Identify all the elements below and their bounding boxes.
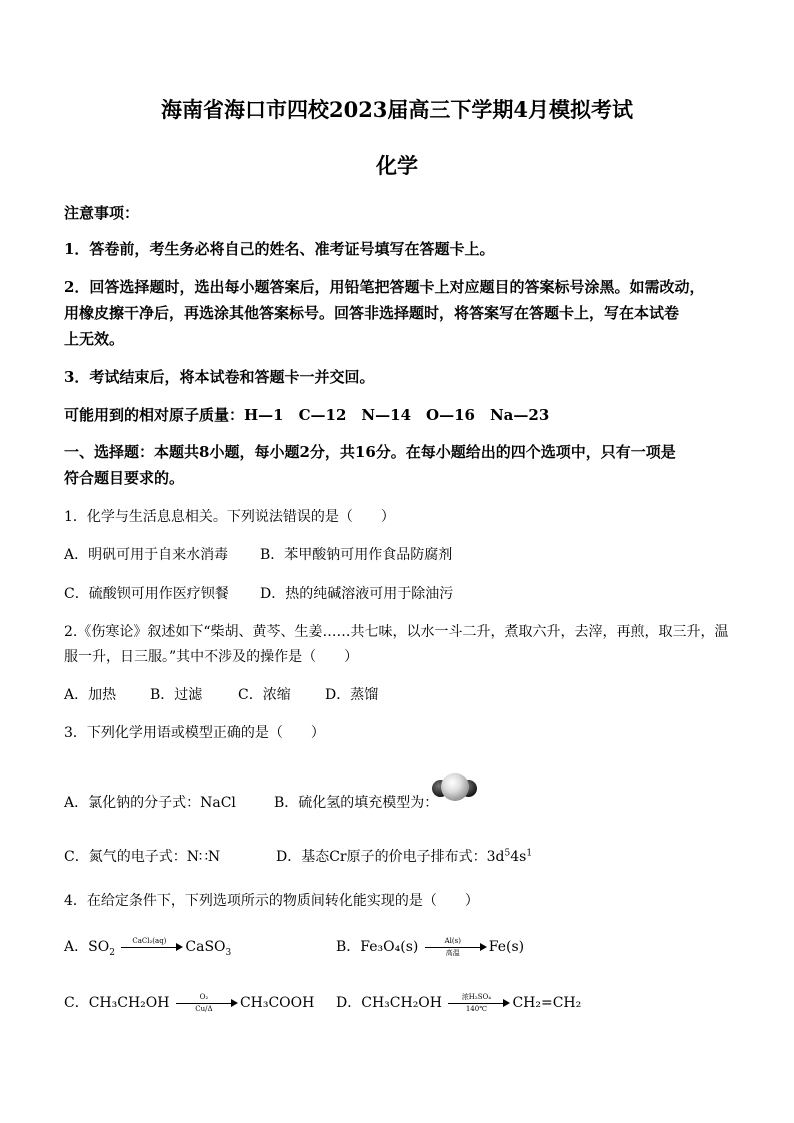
notice-item-2-line-2: 用橡皮擦干净后，再选涂其他答案标号。回答非选择题时，将答案写在答题卡上，写在本试卷 bbox=[64, 304, 680, 322]
q4-b-condition-top: Al(s) bbox=[444, 937, 461, 945]
q1-option-d: D．热的纯碱溶液可用于除油污 bbox=[260, 586, 454, 602]
q4-option-b bbox=[336, 936, 524, 956]
q4-b-condition-bottom: 高温 bbox=[445, 949, 460, 957]
q3-option-c: C．氮气的电子式：N∷N bbox=[64, 849, 221, 865]
q4-option-c bbox=[64, 992, 314, 1012]
q4-c-condition-bottom: Cu/Δ bbox=[195, 1005, 213, 1013]
q4-a-product-sub: 3 bbox=[225, 947, 232, 958]
q3-config-4s: 4s bbox=[510, 849, 527, 865]
q4-d-product: CH₂=CH₂ bbox=[512, 995, 582, 1011]
q4-stem: 4．在给定条件下，下列选项所示的物质间转化能实现的是（ ） bbox=[64, 893, 479, 909]
q1-stem: 1．化学与生活息息相关。下列说法错误的是（ ） bbox=[64, 509, 395, 525]
q3-option-b: B．硫化氢的填充模型为： bbox=[274, 795, 439, 811]
q4-option-d bbox=[336, 992, 581, 1012]
q4-c-label: C． bbox=[64, 995, 89, 1011]
reaction-arrow-icon bbox=[176, 995, 238, 1011]
q4-a-product: CaSO bbox=[185, 939, 226, 955]
q1-option-a: A．明矾可用于自来水消毒 bbox=[64, 547, 229, 563]
notice-heading: 注意事项： bbox=[64, 204, 140, 222]
q4-d-condition-bottom: 140℃ bbox=[465, 1005, 488, 1013]
q4-c-reactant: CH₃CH₂OH bbox=[88, 995, 170, 1011]
reaction-arrow-icon bbox=[121, 939, 183, 955]
section-1-line-1: 一、选择题：本题共8小题，每小题2分，共16分。在每小题给出的四个选项中，只有一项是 bbox=[64, 443, 676, 461]
q3-config-3d: 3d bbox=[486, 849, 505, 865]
q4-d-label: D． bbox=[336, 995, 362, 1011]
q4-a-reactant: SO bbox=[88, 939, 110, 955]
q2-option-c: C．浓缩 bbox=[238, 687, 291, 703]
q4-a-condition-top: CaCl₂(aq) bbox=[132, 937, 167, 945]
q4-d-reactant: CH₃CH₂OH bbox=[361, 995, 442, 1011]
q3-option-d-prefix: D．基态Cr原子的价电子排布式： bbox=[276, 849, 487, 865]
notice-item-2-line-1: 2．回答选择题时，选出每小题答案后，用铅笔把答题卡上对应题目的答案标号涂黑。如需改动， bbox=[64, 278, 705, 296]
q3-config-sup-1: 5 bbox=[504, 848, 511, 859]
notice-item-2-line-3: 上无效。 bbox=[64, 330, 125, 348]
exam-title: 海南省海口市四校2023届高三下学期4月模拟考试 bbox=[160, 97, 634, 122]
q2-line-2: 服一升，日三服。”其中不涉及的操作是（ ） bbox=[64, 649, 359, 665]
q4-a-reactant-sub: 2 bbox=[109, 947, 115, 958]
notice-item-3: 3．考试结束后，将本试卷和答题卡一并交回。 bbox=[64, 368, 375, 386]
q3-option-a: A．氯化钠的分子式：NaCl bbox=[64, 795, 236, 811]
q2-option-a: A．加热 bbox=[64, 687, 117, 703]
q1-option-c: C．硫酸钡可用作医疗钡餐 bbox=[64, 586, 229, 602]
section-1-line-2: 符合题目要求的。 bbox=[64, 469, 185, 487]
q2-option-b: B．过滤 bbox=[150, 687, 203, 703]
notice-item-1: 1．答卷前，考生务必将自己的姓名、准考证号填写在答题卡上。 bbox=[64, 240, 495, 258]
q3-config-sup-2: 1 bbox=[526, 848, 533, 859]
q4-a-label: A． bbox=[64, 939, 89, 955]
q4-b-product: Fe(s) bbox=[488, 939, 525, 955]
q3-stem: 3．下列化学用语或模型正确的是（ ） bbox=[64, 725, 325, 741]
q2-line-1: 2.《伤寒论》叙述如下“柴胡、黄芩、生姜……共七味，以水一斗二升，煮取六升，去滓，再煎，取三升，温 bbox=[64, 624, 729, 640]
q4-b-reactant: Fe₃O₄(s) bbox=[360, 939, 419, 955]
reaction-arrow-icon bbox=[448, 995, 510, 1011]
q3-option-d bbox=[276, 846, 532, 866]
q2-option-d: D．蒸馏 bbox=[325, 687, 379, 703]
q4-b-label: B． bbox=[336, 939, 361, 955]
atomic-masses: 可能用到的相对原子质量：H—1 C—12 N—14 O—16 Na—23 bbox=[64, 406, 550, 424]
subject-title: 化学 bbox=[376, 153, 418, 178]
q4-c-condition-top: O₂ bbox=[199, 993, 209, 1001]
sulfur-atom bbox=[441, 773, 469, 801]
q4-d-condition-top: 浓H₂SO₄ bbox=[461, 993, 492, 1001]
reaction-arrow-icon bbox=[425, 939, 487, 955]
q4-option-a bbox=[64, 936, 231, 958]
q4-c-product: CH₃COOH bbox=[239, 995, 315, 1011]
q1-option-b: B．苯甲酸钠可用作食品防腐剂 bbox=[260, 547, 453, 563]
